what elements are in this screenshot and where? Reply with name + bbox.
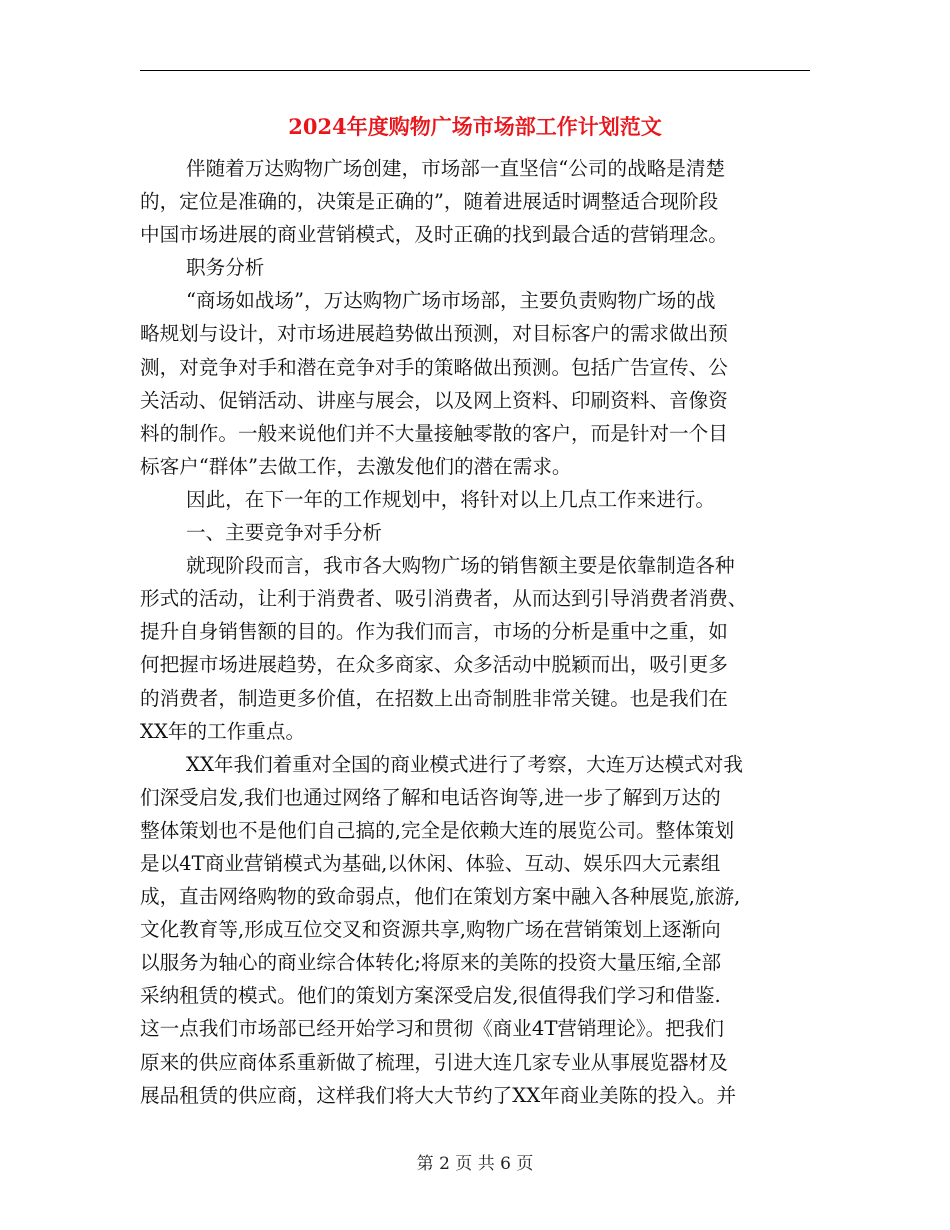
text-line: XX年我们着重对全国的商业模式进行了考察，大连万达模式对我 <box>186 752 743 776</box>
text-line: 文化教育等,形成互位交叉和资源共享,购物广场在营销策划上逐渐向 <box>140 918 721 942</box>
text-line: 料的制作。一般来说他们并不大量接触零散的客户，而是针对一个目 <box>140 421 728 445</box>
text-line: 提升自身销售额的目的。作为我们而言，市场的分析是重中之重，如 <box>140 620 728 644</box>
text-line: 就现阶段而言，我市各大购物广场的销售额主要是依靠制造各种 <box>186 554 735 578</box>
text-line: 这一点我们市场部已经开始学习和贯彻《商业4T营销理论》。把我们 <box>140 1017 724 1041</box>
text-line: 的消费者，制造更多价值，在招数上出奇制胜非常关键。也是我们在 <box>140 686 728 710</box>
header-rule <box>140 70 810 71</box>
document-body <box>140 152 810 1112</box>
text-line: 何把握市场进展趋势，在众多商家、众多活动中脱颖而出，吸引更多 <box>140 653 728 677</box>
text-line: 标客户“群体”去做工作，去激发他们的潜在需求。 <box>140 454 572 478</box>
text-line: 是以4T商业营销模式为基础,以休闲、体验、互动、娱乐四大元素组 <box>140 851 721 875</box>
text-line: 整体策划也不是他们自己搞的,完全是依赖大连的展览公司。整体策划 <box>140 818 735 842</box>
text-line: 略规划与设计，对市场进展趋势做出预测，对目标客户的需求做出预 <box>140 322 728 346</box>
text-line: 原来的供应商体系重新做了梳理，引进大连几家专业从事展览器材及 <box>140 1050 728 1074</box>
text-line: XX年的工作重点。 <box>140 719 306 743</box>
text-line: 因此，在下一年的工作规划中，将针对以上几点工作来进行。 <box>186 487 716 511</box>
text-line: 采纳租赁的模式。他们的策划方案深受启发,很值得我们学习和借鉴. <box>140 984 721 1008</box>
text-line: 一、主要竞争对手分析 <box>186 521 382 545</box>
text-line: 职务分析 <box>186 256 265 280</box>
text-line: 中国市场进展的商业营销模式，及时正确的找到最合适的营销理念。 <box>140 223 728 247</box>
text-line: 的，定位是准确的，决策是正确的”，随着进展适时调整适合现阶段 <box>140 190 719 214</box>
text-line: 测，对竞争对手和潜在竞争对手的策略做出预测。包括广告宣传、公 <box>140 355 728 379</box>
text-line: 伴随着万达购物广场创建，市场部一直坚信“公司的战略是清楚 <box>186 157 726 180</box>
text-line: 展品租赁的供应商，这样我们将大大节约了XX年商业美陈的投入。并 <box>140 1083 737 1107</box>
text-line: 们深受启发,我们也通过网络了解和电话咨询等,进一步了解到万达的 <box>140 785 721 809</box>
text-line: 以服务为轴心的商业综合体转化;将原来的美陈的投资大量压缩,全部 <box>140 951 722 975</box>
text-line: “商场如战场”，万达购物广场市场部，主要负责购物广场的战 <box>186 289 716 313</box>
document-title: 2024年度购物广场市场部工作计划范文 <box>288 114 662 139</box>
page-number: 第 2 页 共 6 页 <box>416 1154 534 1174</box>
text-line: 成，直击网络购物的致命弱点，他们在策划方案中融入各种展览,旅游, <box>140 885 741 909</box>
text-line: 关活动、促销活动、讲座与展会，以及网上资料、印刷资料、音像资 <box>140 388 728 412</box>
text-line: 形式的活动，让利于消费者、吸引消费者，从而达到引导消费者消费、 <box>140 587 748 611</box>
